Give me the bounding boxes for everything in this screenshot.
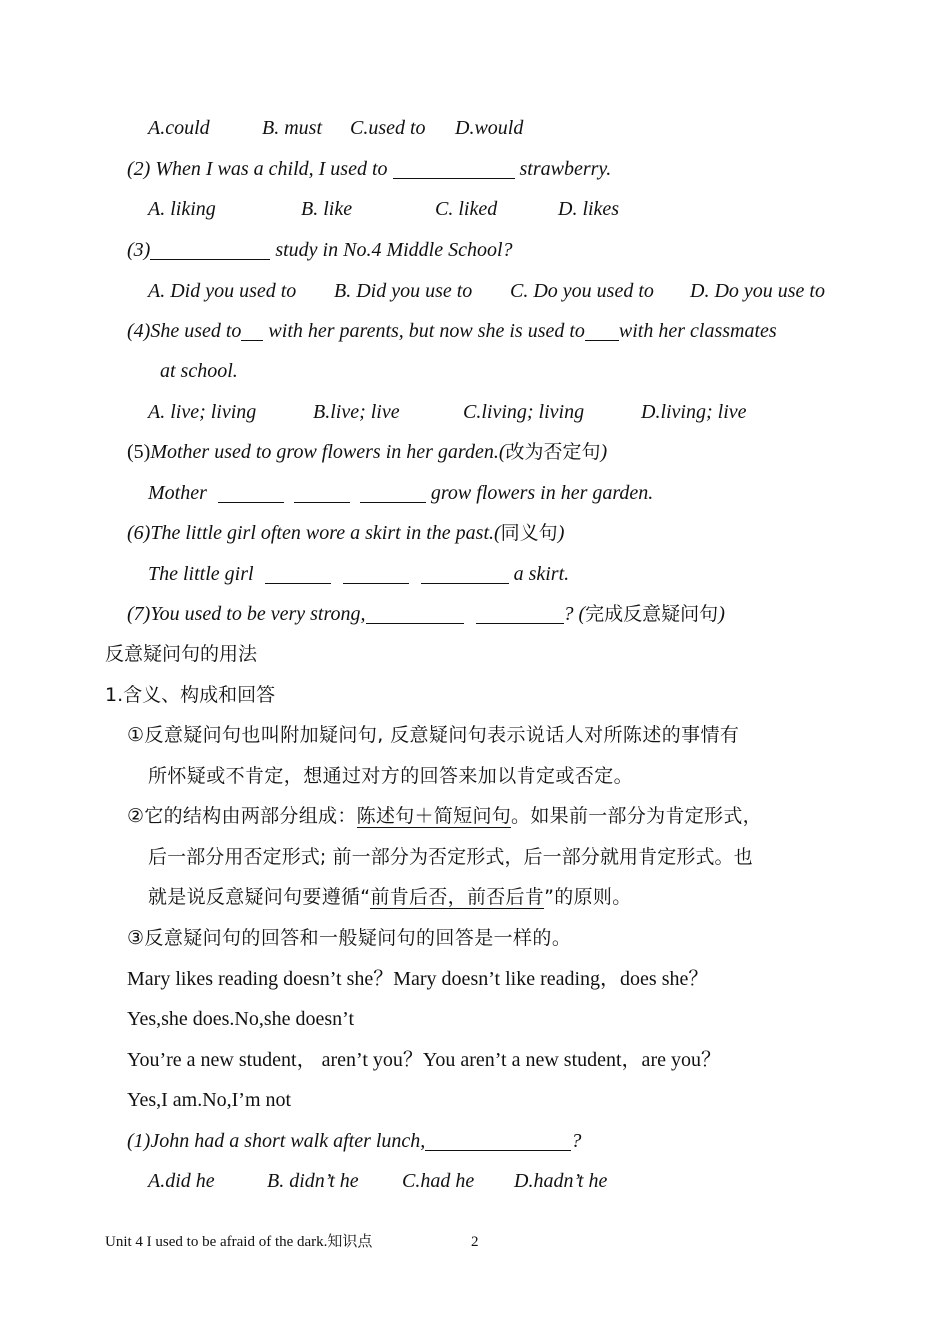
question-2 [127, 156, 611, 182]
question-mark: ? ( [563, 603, 586, 625]
answer-blank[interactable] [265, 563, 331, 584]
option-a: A.could [148, 117, 210, 139]
answer-blank[interactable] [425, 1130, 571, 1151]
question-text: a skirt. [508, 563, 570, 585]
option-a: A. liking [148, 198, 216, 220]
paragraph-text: 。如果前一部分为肯定形式， [511, 805, 762, 827]
section-subtitle: 1.含义、构成和回答 [105, 684, 276, 706]
paragraph-text: ②它的结构由两部分组成： [127, 805, 357, 827]
paragraph-2-line-2: 后一部分用否定形式; 前一部分为否定形式，后一部分就用肯定形式。也 [148, 846, 753, 868]
option-b: B. must [262, 117, 322, 139]
question-text: (2) When I was a child, I used to [127, 158, 393, 180]
paragraph-text: ”的原则。 [544, 886, 632, 908]
footer-title: Unit 4 I used to be afraid of the dark.知识点 [105, 1234, 373, 1250]
question-text: with her parents, but now she is used to [263, 320, 585, 342]
option-b: B. Did you use to [334, 280, 473, 302]
option-d: D.living; live [641, 401, 747, 423]
answer-blank[interactable] [585, 320, 619, 341]
question-text: (1)John had a short walk after lunch, [127, 1130, 426, 1152]
instruction-close: ) [718, 603, 725, 625]
question-5-answer [148, 480, 653, 506]
paragraph-2-line-3 [148, 884, 632, 910]
underlined-term: 陈述句＋简短问句 [356, 805, 512, 827]
page-number: 2 [471, 1234, 479, 1250]
option-a: A. Did you used to [148, 280, 297, 302]
option-d: D.hadn’t he [514, 1170, 608, 1192]
answer-blank[interactable] [294, 482, 350, 503]
example-2: You’re a new student， aren’t you？You aren’t a new student，are you？ [127, 1049, 721, 1071]
example-2-answer: Yes,I am.No,I’m not [127, 1089, 292, 1111]
answer-blank[interactable] [343, 563, 409, 584]
answer-blank[interactable] [366, 603, 464, 624]
question-text: Mother [148, 482, 212, 504]
answer-blank[interactable] [421, 563, 509, 584]
option-b: B. like [301, 198, 353, 220]
answer-blank[interactable] [150, 239, 270, 260]
option-b: B. didn’t he [267, 1170, 359, 1192]
section-title: 反意疑问句的用法 [105, 643, 258, 665]
answer-blank[interactable] [360, 482, 426, 503]
underlined-term: 前肯后否，前否后肯 [370, 886, 545, 908]
question-text: The little girl [148, 563, 259, 585]
example-1: Mary likes reading doesn’t she？Mary doesn’t like reading，does she？ [127, 968, 709, 990]
question-6-answer [148, 561, 569, 587]
tag-question-1 [127, 1128, 581, 1154]
question-text: ? [571, 1130, 582, 1152]
question-number: (3) [127, 239, 151, 261]
option-a: A.did he [148, 1170, 215, 1192]
question-4-continued: at school. [160, 360, 238, 382]
paragraph-2-line-1 [127, 803, 762, 829]
question-text: (6)The little girl often wore a skirt in the past.( [127, 522, 501, 544]
question-text: (7)You used to be very strong, [127, 603, 366, 625]
question-4 [127, 318, 777, 344]
instruction: 改为否定句 [505, 441, 601, 463]
paragraph-text: 就是说反意疑问句要遵循“ [148, 886, 371, 908]
question-text: with her classmates [618, 320, 777, 342]
paragraph-1-line-1: ①反意疑问句也叫附加疑问句, 反意疑问句表示说话人对所陈述的事情有 [127, 724, 740, 746]
option-d: D.would [455, 117, 524, 139]
option-b: B.live; live [313, 401, 400, 423]
question-text: Mother used to grow flowers in her garden.( [150, 441, 506, 463]
paragraph-1-line-2: 所怀疑或不肯定，想通过对方的回答来加以肯定或否定。 [148, 765, 634, 787]
option-c: C. Do you used to [510, 280, 654, 302]
option-c: C.had he [402, 1170, 475, 1192]
paragraph-3: ③反意疑问句的回答和一般疑问句的回答是一样的。 [127, 927, 572, 949]
option-d: D. Do you use to [690, 280, 825, 302]
example-1-answer: Yes,she does.No,she doesn’t [127, 1008, 355, 1030]
answer-blank[interactable] [218, 482, 284, 503]
answer-blank[interactable] [476, 603, 564, 624]
question-text: grow flowers in her garden. [425, 482, 654, 504]
question-3 [127, 237, 513, 263]
instruction-close: ) [557, 522, 565, 544]
instruction-close: ) [600, 441, 608, 463]
instruction: 同义句 [500, 522, 558, 544]
option-c: C.living; living [463, 401, 585, 423]
question-text: (4)She used to [127, 320, 242, 342]
instruction: 完成反意疑问句 [585, 603, 719, 625]
question-number: (5) [127, 441, 151, 463]
option-c: C.used to [350, 117, 426, 139]
question-7 [127, 601, 725, 627]
option-c: C. liked [435, 198, 498, 220]
answer-blank[interactable] [393, 158, 515, 179]
question-text: study in No.4 Middle School? [270, 239, 513, 261]
question-6 [127, 520, 564, 546]
option-d: D. likes [558, 198, 620, 220]
answer-blank[interactable] [241, 320, 263, 341]
question-5 [127, 439, 607, 465]
question-text: strawberry. [514, 158, 612, 180]
option-a: A. live; living [148, 401, 257, 423]
